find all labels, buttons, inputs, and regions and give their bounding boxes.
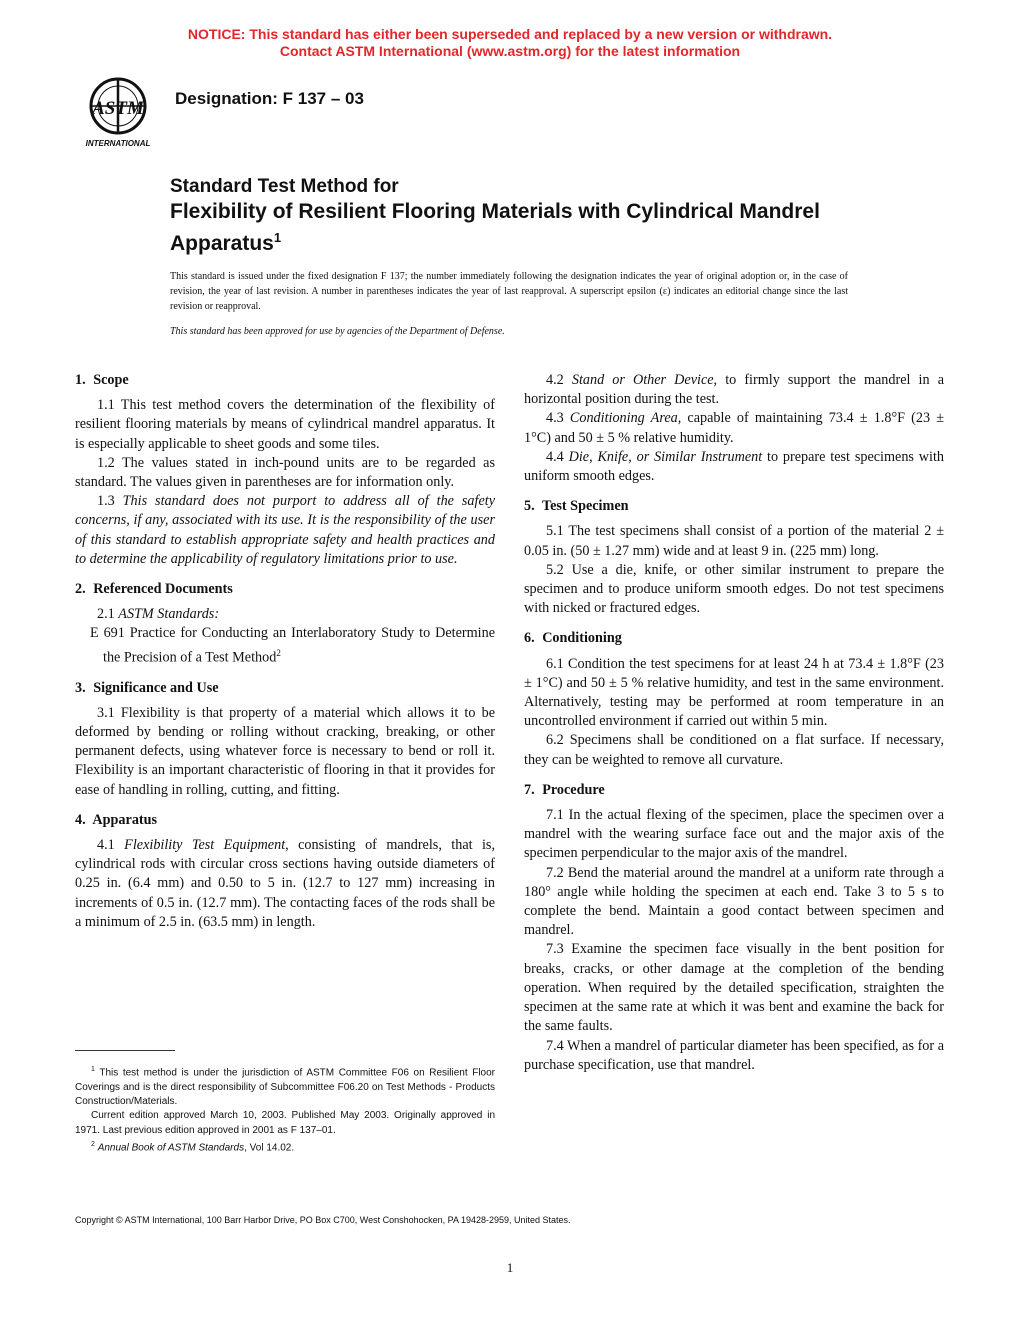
designation: Designation: F 137 – 03 xyxy=(175,89,364,108)
para-5-1: 5.1 The test specimens shall consist of a portion of the material 2 ± 0.05 in. (50 ± 1.27 mm) wide and at least 9 in. (225 mm) long. xyxy=(524,523,944,559)
right-column xyxy=(524,371,944,1075)
title-main: Flexibility of Resilient Flooring Materials with Cylindrical Mandrel Apparatus xyxy=(170,200,820,255)
para-7-1: 7.1 In the actual flexing of the specimen, place the specimen over a mandrel with the wearing surface face out and the major axis of the specimen perpendicular to the major axis of the mandrel. xyxy=(524,807,944,862)
defense-approval-note: This standard has been approved for use by agencies of the Department of Defense. xyxy=(170,326,505,337)
astm-logo-icon xyxy=(74,72,162,150)
para-1-1: 1.1 This test method covers the determination of the flexibility of resilient flooring materials by means of cylindrical mandrel apparatus. It is especially applicable to sheet goods and some tiles. xyxy=(75,397,495,452)
para-7-2: 7.2 Bend the material around the mandrel at a uniform rate through a 180° angle while holding the specimen at each end. Take 3 to 5 s to complete the bend. Maintain a good contact between specimen and mandrel. xyxy=(524,864,944,939)
reference-e691: E 691 Practice for Conducting an Interlaboratory Study to Determine the Precision of a Test Method$^2$ xyxy=(90,625,495,666)
copyright-line: Copyright © ASTM International, 100 Barr Harbor Drive, PO Box C700, West Conshohocken, PA 19428-2959, United States. xyxy=(75,1215,571,1225)
para-5-2: 5.2 Use a die, knife, or other similar instrument to prepare the specimen and to produce uniform smooth edges. Do not test specimens with nicked or fractured edges. xyxy=(524,561,944,617)
notice-line-2: Contact ASTM International (www.astm.org) for the latest information xyxy=(279,43,741,59)
footnote-2: $^2$ Annual Book of ASTM Standards, Vol 14.02. xyxy=(91,1140,295,1154)
astm-logo xyxy=(74,72,162,150)
footnote-divider xyxy=(75,1050,175,1051)
footnotes xyxy=(75,1063,495,1155)
para-6-1: 6.1 Condition the test specimens for at least 24 h at 73.4 ± 1.8°F (23 ± 1°C) and 50 ± 5 % relative humidity, and test in the same environment. Alternatively, testing may be performed at room temperature in an uncontrolled environment if carried out within 5 min. xyxy=(524,655,944,730)
withdrawal-notice xyxy=(0,26,1020,60)
logo-letters: ASTM xyxy=(92,98,144,119)
issuance-statement: This standard is issued under the fixed designation F 137; the number immediately following the designation indicates the year of original adoption or, in the case of revision, the year of last revision. A number in parentheses indicates the year of last reapproval. A superscript epsilon (ε) indicates an editorial change since the last revision or reapproval. xyxy=(170,271,848,312)
section-heading-test-specimen: 5. Test Specimen xyxy=(524,498,629,515)
section-heading-apparatus: 4. Apparatus xyxy=(75,811,158,828)
page-number: 1 xyxy=(506,1260,514,1275)
footnote-1: $^1$ This test method is under the jurisdiction of ASTM Committee F06 on Resilient Floor Coverings and is the direct responsibility of Subcommittee F06.20 on Test Methods - Products Construction/Materials. xyxy=(75,1066,495,1107)
para-1-3: 1.3 This standard does not purport to address all of the safety concerns, if any, associated with its use. It is the responsibility of the user of this standard to establish appropriate safety and health practices and to determine the applicability of regulatory limitations prior to use. xyxy=(75,493,495,567)
para-2-1: 2.1 ASTM Standards: xyxy=(97,606,220,623)
para-7-4: 7.4 When a mandrel of particular diameter has been specified, as for a purchase specification, use that mandrel. xyxy=(524,1037,944,1073)
para-7-3: 7.3 Examine the specimen face visually in the bent position for breaks, cracks, or other damage at the completion of the bending operation. When required by the detailed specification, straighten the specimen at the same rate at which it was bent and examine the back for the same faults. xyxy=(524,941,944,1035)
title-line-2 xyxy=(170,199,870,257)
section-heading-scope: 1. Scope xyxy=(75,372,129,388)
title-line-1: Standard Test Method for xyxy=(170,176,399,197)
para-4-2: 4.2 Stand or Other Device, to firmly support the mandrel in a horizontal position during the test. xyxy=(524,372,944,408)
section-heading-referenced-documents: 2. Referenced Documents xyxy=(75,581,233,598)
title-footnote-mark: 1 xyxy=(273,230,282,245)
para-4-1: 4.1 Flexibility Test Equipment, consisting of mandrels, that is, cylindrical rods with circular cross sections having outside diameters of 0.25 in. (6.4 mm) and 0.50 to 5 in. (12.7 to 127 mm) increasing in increments of 0.5 in. (12.7 mm). The contacting faces of the rods shall be a minimum of 2.5 in. (63.5 mm) in length. xyxy=(75,837,496,930)
para-1-2: 1.2 The values stated in inch-pound units are to be regarded as standard. The values given in parentheses are for information only. xyxy=(75,454,495,491)
footnote-1-edition: Current edition approved March 10, 2003. Published May 2003. Originally approved in 1971. Last previous edition approved in 2001 as F 137–01. xyxy=(75,1110,495,1136)
notice-line-1: NOTICE: This standard has either been superseded and replaced by a new version or withdrawn. xyxy=(187,26,833,42)
para-4-3: 4.3 Conditioning Area, capable of maintaining 73.4 ± 1.8°F (23 ± 1°C) and 50 ± 5 % relative humidity. xyxy=(524,410,945,446)
document-title xyxy=(170,175,870,257)
section-heading-conditioning: 6. Conditioning xyxy=(524,630,622,647)
logo-subtext: INTERNATIONAL xyxy=(85,139,151,148)
para-6-2: 6.2 Specimens shall be conditioned on a flat surface. If necessary, they can be weighted to remove all curvature. xyxy=(524,732,944,768)
section-heading-procedure: 7. Procedure xyxy=(524,781,605,798)
para-3-1: 3.1 Flexibility is that property of a material which allows it to be deformed by bending or rolling without cracking, breaking, or other permanent defects, using whatever force is necessary to bend or roll it. Flexibility is an important characteristic of flooring in that it provides for ease of handling in rolling, cutting, and fitting. xyxy=(75,704,495,798)
section-heading-significance: 3. Significance and Use xyxy=(75,679,219,696)
left-column xyxy=(75,371,495,932)
para-4-4: 4.4 Die, Knife, or Similar Instrument to prepare test specimens with uniform smooth edges. xyxy=(524,448,945,485)
